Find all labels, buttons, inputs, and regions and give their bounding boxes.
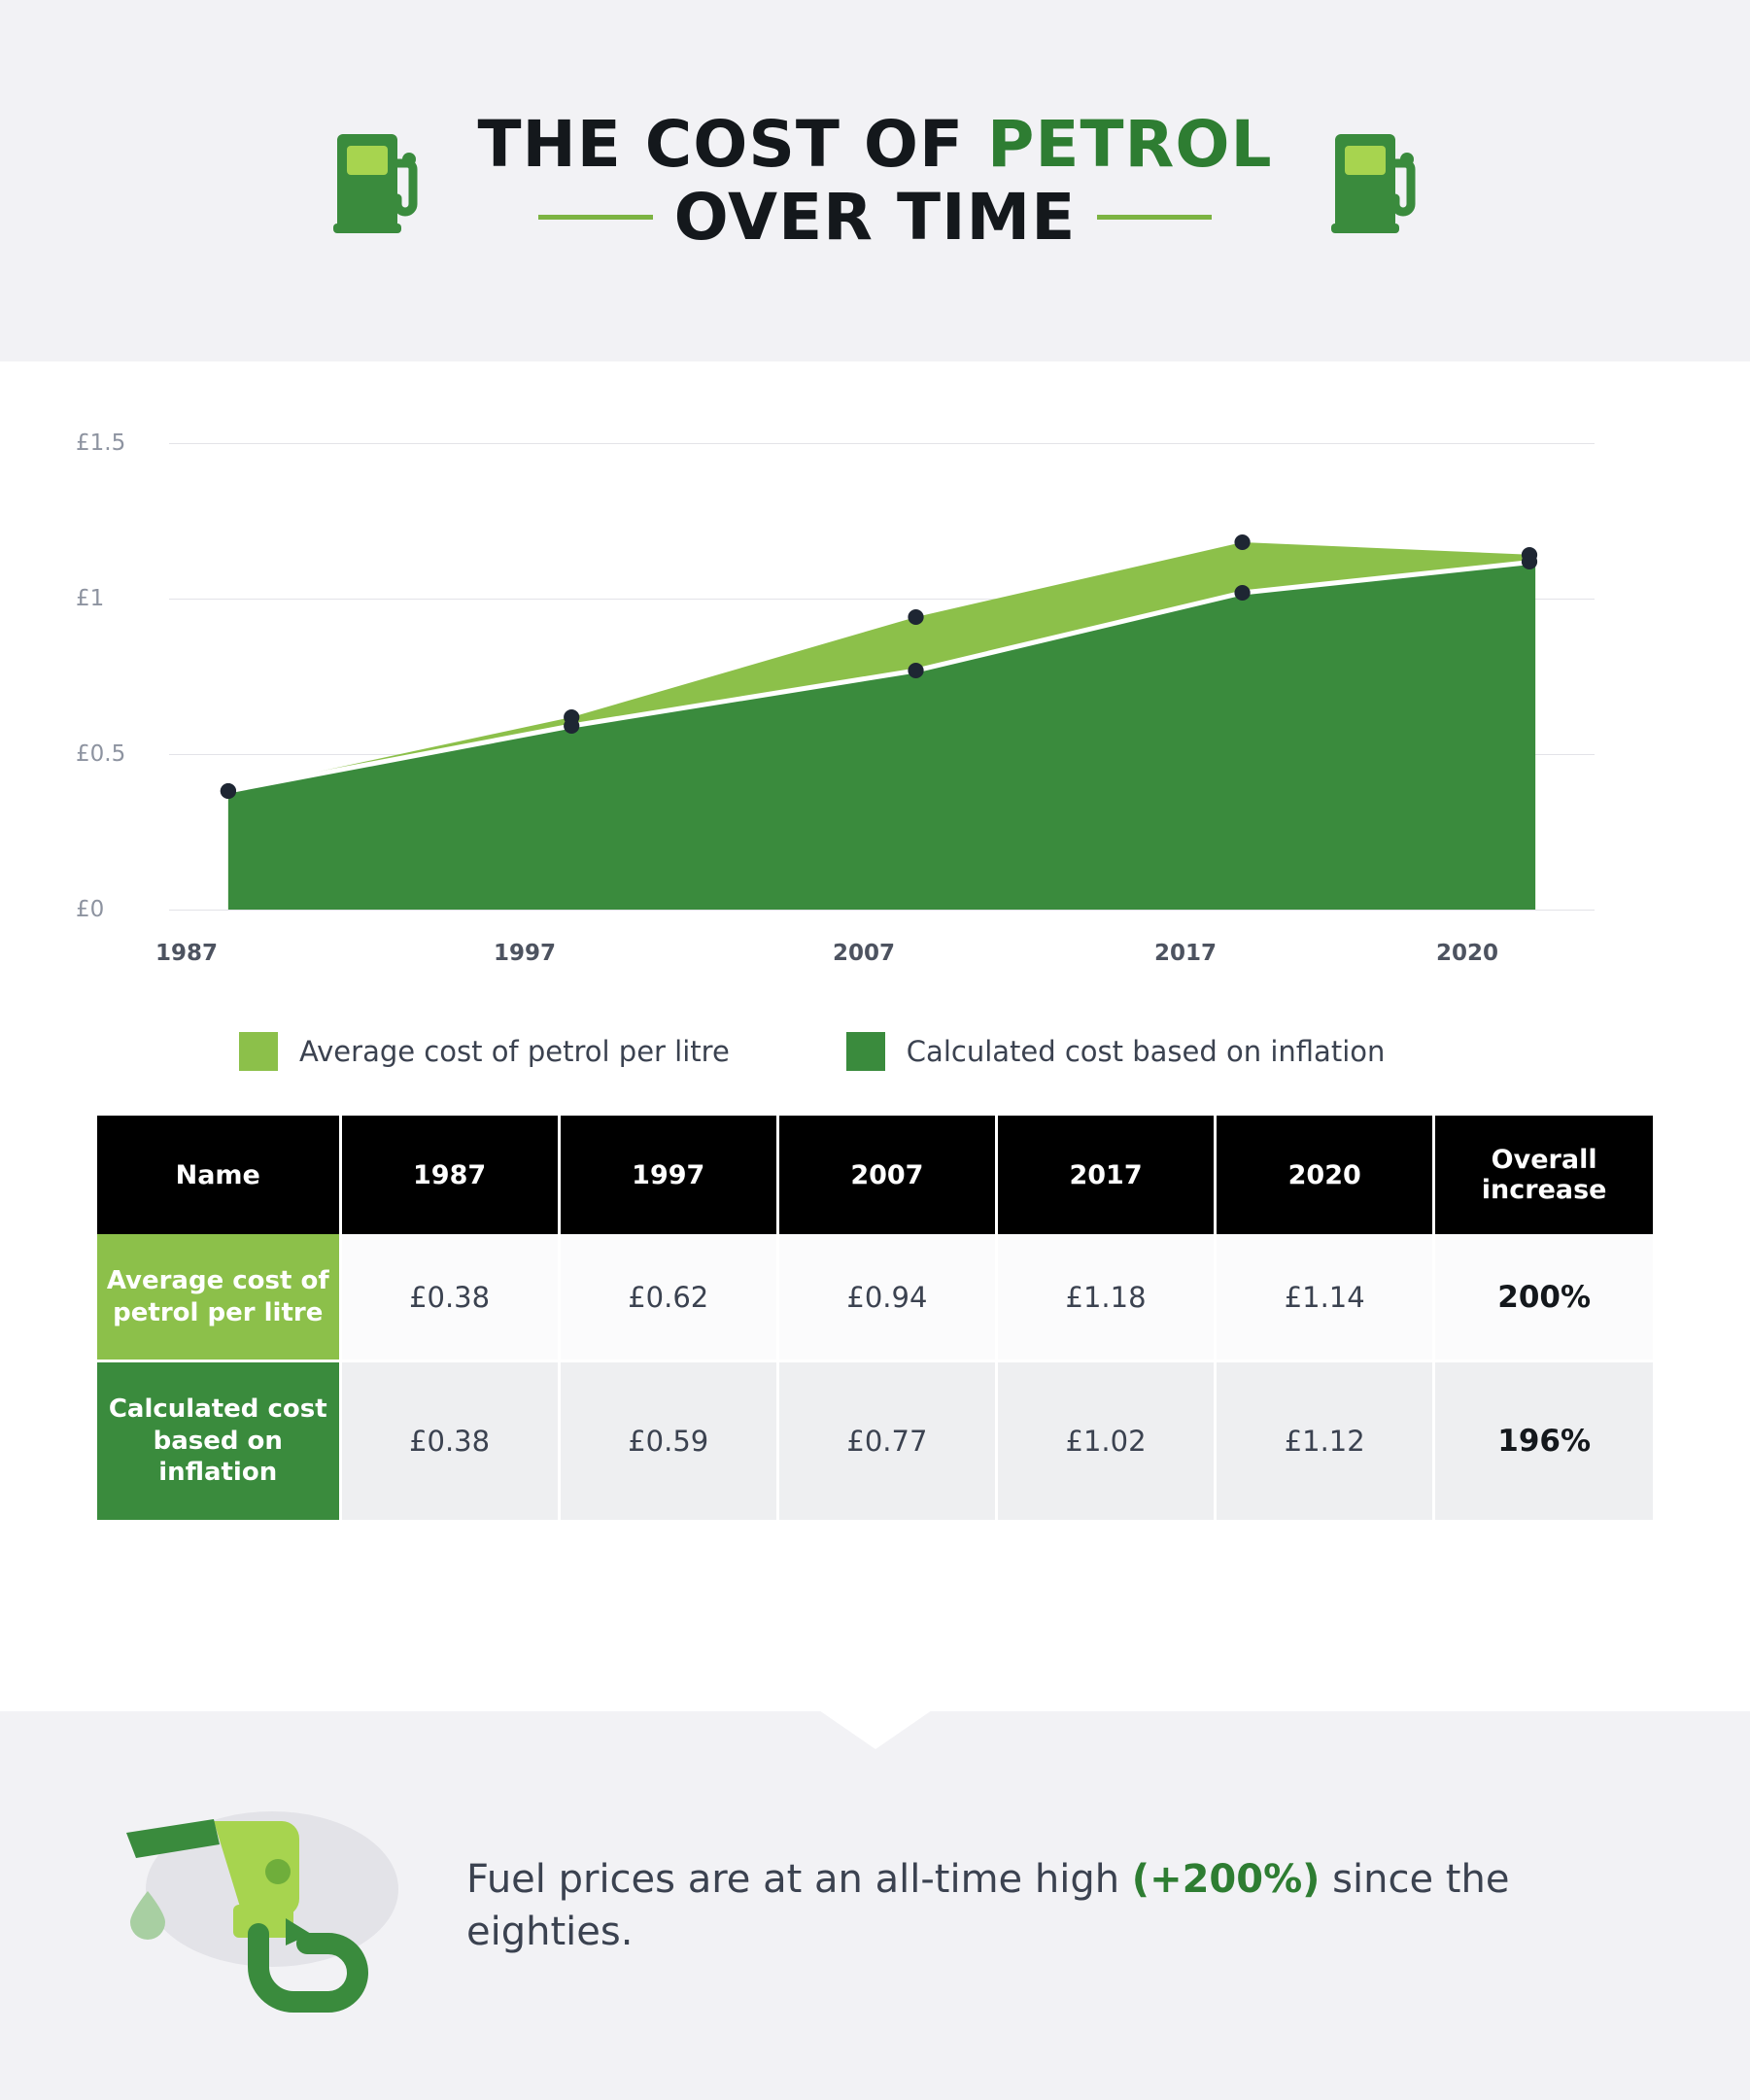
data-point-inflation-2020 xyxy=(1522,554,1537,569)
y-axis-tick-0-5: £0.5 xyxy=(76,741,126,767)
title-rule-right xyxy=(1097,215,1212,220)
x-axis-tick-1997: 1997 xyxy=(493,941,557,966)
cell-average-2017: £1.18 xyxy=(996,1234,1215,1361)
series-inflation-area xyxy=(228,562,1535,910)
fuel-nozzle-icon xyxy=(87,1782,418,2029)
title-text-accent: PETROL xyxy=(987,106,1273,182)
area-chart xyxy=(76,414,1674,922)
table-row-label-inflation: Calculated cost based on inflation xyxy=(97,1361,340,1522)
footer-text-highlight: (+200%) xyxy=(1131,1857,1321,1902)
x-axis-tick-1987: 1987 xyxy=(154,941,219,966)
footer-text-part1: Fuel prices are at an all-time high xyxy=(466,1857,1132,1902)
y-axis-tick-0-0: £0 xyxy=(76,897,105,922)
chart-plot-area xyxy=(169,414,1595,919)
table-header-2017: 2017 xyxy=(996,1116,1215,1234)
fuel-pump-icon-left xyxy=(331,120,421,241)
cell-inflation-1987: £0.38 xyxy=(340,1361,559,1522)
cell-average-1987: £0.38 xyxy=(340,1234,559,1361)
legend-swatch-average xyxy=(239,1032,278,1071)
table-row xyxy=(97,1234,1653,1361)
table-row-label-average: Average cost of petrol per litre xyxy=(97,1234,340,1361)
cell-inflation-1997: £0.59 xyxy=(559,1361,777,1522)
cell-average-1997: £0.62 xyxy=(559,1234,777,1361)
table-header-overall: Overall increase xyxy=(1434,1116,1653,1234)
legend-item-inflation xyxy=(846,1032,1386,1071)
x-axis xyxy=(76,923,1674,981)
legend-label-average: Average cost of petrol per litre xyxy=(299,1035,730,1068)
table-header-name: Name xyxy=(97,1116,340,1234)
legend-label-inflation: Calculated cost based on inflation xyxy=(906,1035,1386,1068)
title-line-1 xyxy=(477,106,1273,182)
cell-inflation-2017: £1.02 xyxy=(996,1361,1215,1522)
x-axis-tick-2007: 2007 xyxy=(832,941,896,966)
footer-text-part2: since the eighties. xyxy=(466,1857,1510,1954)
cell-inflation-2007: £0.77 xyxy=(777,1361,996,1522)
fuel-pump-icon-right xyxy=(1329,120,1419,241)
table-row xyxy=(97,1361,1653,1522)
data-point-inflation-1987 xyxy=(221,783,236,799)
footer-notch xyxy=(819,1710,932,1749)
footer xyxy=(0,1711,1750,2100)
data-point-inflation-1997 xyxy=(564,718,579,734)
cell-inflation-2020: £1.12 xyxy=(1216,1361,1434,1522)
data-point-average-2007 xyxy=(908,609,923,625)
title-rule-left xyxy=(538,215,653,220)
y-axis-tick-1-0: £1 xyxy=(76,586,105,611)
data-point-inflation-2007 xyxy=(908,663,923,678)
table-header-row xyxy=(97,1116,1653,1234)
header xyxy=(0,0,1750,361)
cell-average-overall: 200% xyxy=(1434,1234,1653,1361)
title-text-main: THE COST OF xyxy=(477,106,988,182)
data-point-average-2017 xyxy=(1234,534,1250,550)
chart-section xyxy=(0,414,1750,1523)
cell-average-2007: £0.94 xyxy=(777,1234,996,1361)
x-axis-tick-2017: 2017 xyxy=(1153,941,1218,966)
title-line-2: OVER TIME xyxy=(673,180,1077,255)
cell-average-2020: £1.14 xyxy=(1216,1234,1434,1361)
table-header-1997: 1997 xyxy=(559,1116,777,1234)
table-header-2007: 2007 xyxy=(777,1116,996,1234)
chart-legend xyxy=(239,1032,1750,1071)
legend-item-average xyxy=(239,1032,730,1071)
data-table xyxy=(97,1116,1653,1523)
data-point-inflation-2017 xyxy=(1234,585,1250,601)
table-header-1987: 1987 xyxy=(340,1116,559,1234)
page-title xyxy=(477,106,1273,255)
table-header-2020: 2020 xyxy=(1216,1116,1434,1234)
footer-caption xyxy=(466,1853,1613,1958)
y-axis-tick-1-5: £1.5 xyxy=(76,430,126,456)
legend-swatch-inflation xyxy=(846,1032,885,1071)
cell-inflation-overall: 196% xyxy=(1434,1361,1653,1522)
x-axis-tick-2020: 2020 xyxy=(1435,941,1499,966)
